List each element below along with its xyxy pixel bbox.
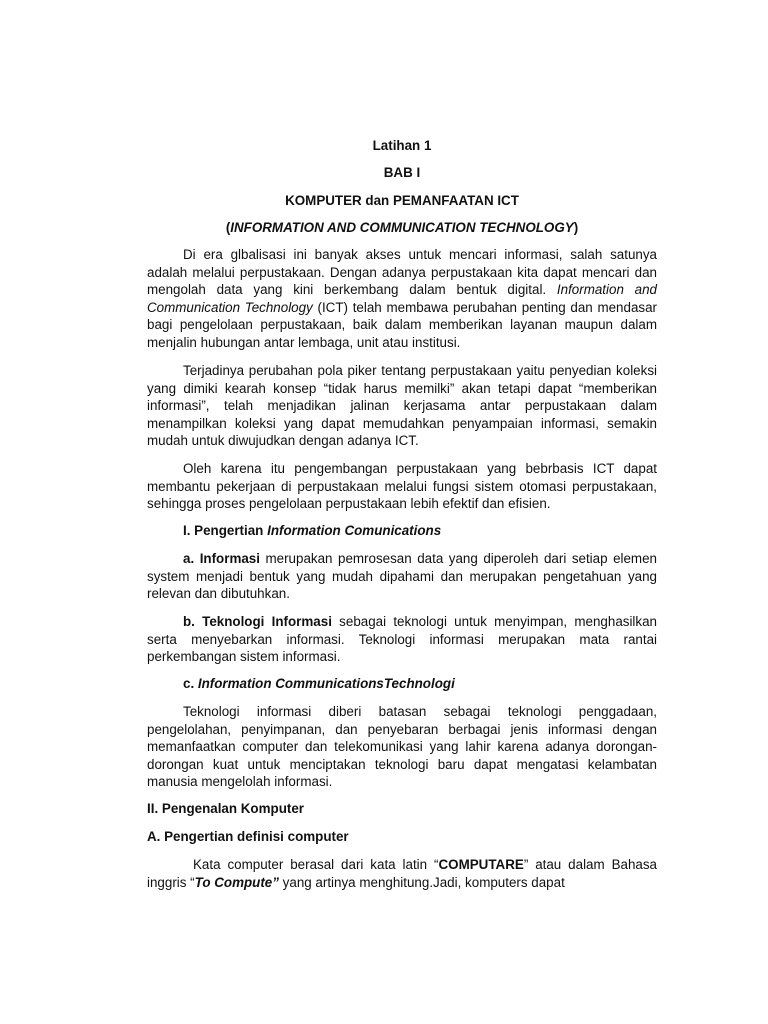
paragraph-5-bold-italic: To Compute” [194, 874, 279, 890]
section-1-heading [183, 522, 657, 540]
subtitle-open-paren: ( [225, 220, 231, 235]
paragraph-2-text: Terjadinya perubahan pola piker tentang perpustakaan yaitu penyedian koleksi yang dimiki kearah konsep “tidak harus memilki” akan tetapi dapat “memberikan informasi”, telah menjadikan jalinan kerjasama antar perpustakaan dalam menampilkan koleksi yang dapat memudahkan penyampaian informasi, semakin mudah untuk diwujudkan dengan adanya ICT. [147, 363, 657, 449]
subtitle-close-paren: ) [573, 220, 579, 235]
paragraph-3-text: Oleh karena itu pengembangan perpustakaan yang bebrbasis ICT dapat membantu pekerjaan di perpustakaan melalui fungsi sistem otomasi perpustakaan, sehingga proses pengelolaan perpustakaan lebih efektif dan efisien. [147, 461, 657, 512]
section-1-heading-bold: I. Pengertian [183, 523, 268, 538]
item-c-heading [183, 675, 657, 693]
paragraph-5 [147, 856, 657, 891]
document-title: Latihan 1 [372, 138, 432, 153]
paragraph-5-text-a: Kata computer berasal dari kata latin “ [193, 857, 439, 872]
paragraph-5-text-b: ” atau dalam Bahasa inggris “ [147, 857, 657, 890]
subtitle-text: INFORMATION AND COMMUNICATION TECHNOLOGY [230, 220, 574, 235]
paragraph-4 [147, 703, 657, 791]
item-b [147, 613, 657, 666]
paragraph-5-text-c: yang artinya menghitung.Jadi, komputers dapat [278, 874, 565, 890]
item-a-text: merupakan pemrosesan data yang diperoleh dari setiap elemen system menjadi bentuk yang mudah dipahami dan merupakan pengetahuan yang relevan dan dibutuhkan. [147, 551, 657, 602]
paragraph-1-text-a: Di era glbalisasi ini banyak akses untuk mencari informasi, salah satunya adalah melalui perpustakaan. Dengan adanya perpustakaan kita dapat mencari dan mengolah data yang kini berkembang dalam bentuk digital. [147, 247, 657, 298]
item-a-label: a. Informasi [183, 551, 260, 566]
paragraph-1 [147, 246, 657, 352]
paragraph-2 [147, 362, 657, 450]
paragraph-5-bold: COMPUTARE [438, 857, 524, 872]
paragraph-3 [147, 460, 657, 513]
item-b-text: sebagai teknologi untuk menyimpan, menghasilkan serta menyebarkan informasi. Teknologi informasi merupakan mata rantai perkembangan sistem informasi. [147, 614, 657, 665]
paragraph-1-text-b: (ICT) telah membawa perubahan penting dan mendasar bagi pengelolaan perpustakaan, baik dalam memberikan layanan maupun dalam menjalin hubungan antar lembaga, unit atau institusi. [147, 299, 657, 350]
item-c-title: Information CommunicationsTechnologi [197, 676, 455, 691]
chapter-title: KOMPUTER dan PEMANFAATAN ICT [285, 193, 519, 208]
section-1-heading-italic: Information Comunications [267, 523, 442, 538]
section-a-heading: A. Pengertian definisi computer [147, 829, 349, 844]
item-c-label: c. [183, 676, 198, 691]
chapter-number: BAB I [383, 165, 421, 180]
item-b-label: b. Teknologi Informasi [183, 614, 332, 629]
item-a [147, 550, 657, 603]
paragraph-1-italic: Information and Communication Technology [147, 282, 657, 315]
section-2-heading: II. Pengenalan Komputer [147, 801, 304, 816]
paragraph-4-text: Teknologi informasi diberi batasan sebagai teknologi penggadaan, pengelolahan, penyimpanan, dan penyebaran berbagai jenis informasi dengan memanfaatkan computer dan telekomunikasi yang lahir karena adanya dorongan-dorongan kuat untuk menciptakan teknologi baru dapat mengatasi kelambatan manusia mengelolah informasi. [147, 704, 657, 790]
chapter-subtitle [0, 219, 768, 237]
